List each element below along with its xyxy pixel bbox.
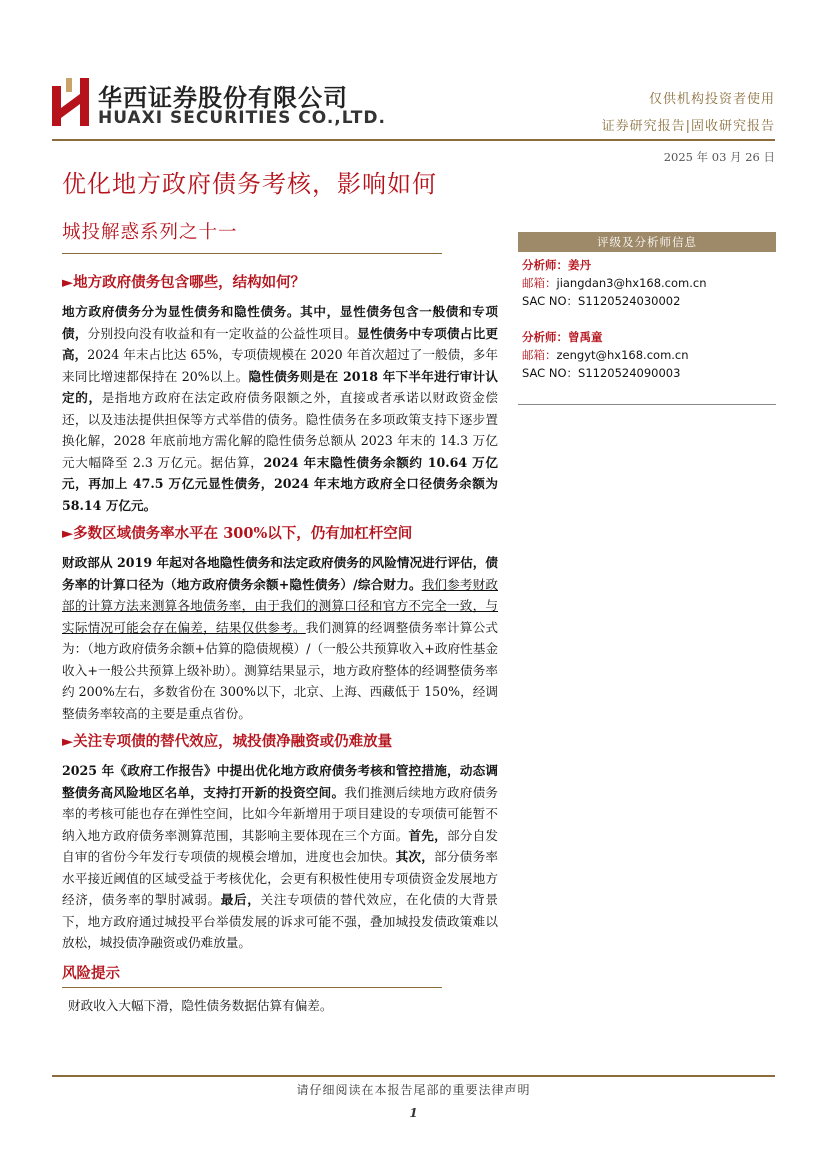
section-heading: ►多数区域债务率水平在 300%以下，仍有加杠杆空间 [62, 525, 413, 542]
section-paragraph [62, 301, 498, 516]
section [62, 732, 498, 954]
text-run: 显性债务中专项债占比更高， [62, 325, 499, 362]
section-heading: ►关注专项债的替代效应，城投债净融资或仍难放量 [62, 733, 393, 750]
page-number: 1 [409, 1106, 418, 1120]
company-name-cn: 华西证券股份有限公司 [98, 84, 348, 112]
text-run: 关注专项债的替代效应，在化债的大背景下，地方政府通过城投平台举债发展的诉求可能不强，叠加城投发债政策难以放松，城投债净融资或仍难放量。 [62, 892, 499, 950]
text-run: 2024 年末占比达 65%，专项债规模在 2020 年首次超过了一般债，多年来同比增速都保持在 20%以上。 [62, 347, 498, 384]
company-name-en: HUAXI SECURITIES CO.,LTD. [98, 108, 386, 128]
section-paragraph [62, 552, 498, 724]
text-run: 分别投向没有收益和有一定收益的公益性项目。 [87, 325, 358, 341]
report-date: 2025 年 03 月 26 日 [663, 150, 775, 164]
main-content [62, 273, 498, 1016]
text-run-underlined: 我们参考财政部的计算方法来测算各地债务率，由于我们的测算口径和官方不完全一致，与实际情况可能会存在偏差，结果仅供参考。 [62, 576, 499, 635]
header-divider [52, 139, 775, 141]
section-heading: ►地方政府债务包含哪些，结构如何？ [62, 274, 306, 291]
sidebar-divider [518, 404, 776, 405]
text-run: 财政部从 2019 年起对各地隐性债务和法定政府债务的风险情况进行评估，债务率的计算口径为（地方政府债务余额+隐性债务）/综合财力。 [62, 555, 498, 592]
huaxi-logo-icon [52, 78, 92, 128]
text-run: 是指地方政府在法定政府债务限额之外，直接或者承诺以财政资金偿还，以及违法提供担保等方式举借的债务。隐性债务在多项政策支持下逐步置换化解，2028 年底前地方需化解的隐性债务总额从 2023 年末的 14.3 万亿元大幅降至 2.3 万亿元。据估算， [62, 390, 499, 470]
analyst-email[interactable]: zengyt@hx168.com.cn [556, 348, 689, 362]
text-run: 地方政府债务分为显性债务和隐性债务。其中，显性债务包含一般债和专项债， [62, 304, 498, 341]
analyst-sidebar [518, 232, 776, 405]
audience-tag: 仅供机构投资者使用 [648, 92, 775, 107]
analyst-name: 分析师：姜丹 [522, 258, 591, 272]
analyst-sac: SAC NO：S1120524090003 [522, 366, 681, 380]
analyst-card [518, 252, 776, 310]
analyst-email-line [522, 346, 772, 364]
text-run: 其次， [395, 849, 435, 864]
analyst-email[interactable]: jiangdan3@hx168.com.cn [556, 276, 707, 290]
risk-divider [62, 987, 442, 988]
text-run: 我们测算的经调整债务率计算公式为：（地方政府债务余额+估算的隐债规模）/（一般公共预算收入+政府性基金收入+一般公共预算上级补助）。测算结果显示，地方政府整体的经调整债务率约 200%左右，多数省份在 300%以下，北京、上海、西藏低于 150%，经调整债务率较高的主要是重点省份。 [62, 619, 499, 721]
section-paragraph [62, 760, 498, 954]
text-run: 隐性债务则是在 2018 年下半年进行审计认定的， [62, 368, 498, 405]
risk-heading: 风险提示 [62, 964, 120, 982]
report-subtitle: 城投解惑系列之十一 [62, 222, 238, 243]
text-run: 最后， [220, 892, 261, 907]
sidebar-heading: 评级及分析师信息 [518, 232, 776, 252]
analyst-sac: SAC NO：S1120524030002 [522, 294, 681, 308]
text-run: 部分自发自审的省份今年发行专项债的规模会增加，进度也会加快。 [62, 827, 499, 864]
section [62, 273, 498, 516]
text-run: 首先， [408, 827, 447, 843]
report-title: 优化地方政府债务考核，影响如何 [62, 170, 437, 198]
footer-divider [52, 1075, 775, 1077]
email-label: 邮箱： [522, 276, 557, 290]
subtitle-divider [62, 253, 442, 254]
analyst-name: 分析师：曾禹童 [522, 330, 603, 344]
footer-disclaimer: 请仔细阅读在本报告尾部的重要法律声明 [296, 1083, 531, 1097]
analyst-card [518, 324, 776, 382]
section [62, 524, 498, 724]
text-run: 2025 年《政府工作报告》中提出优化地方政府债务考核和管控措施，动态调整债务高风险地区名单，支持打开新的投资空间。 [62, 763, 498, 800]
report-type-tag: 证券研究报告|固收研究报告 [601, 119, 775, 134]
text-run: 2024 年末隐性债务余额约 10.64 万亿元，再加上 47.5 万亿元显性债务，2024 年末地方政府全口径债务余额为 58.14 万亿元。 [62, 454, 498, 513]
analyst-email-line [522, 274, 772, 292]
risk-text: 财政收入大幅下滑，隐性债务数据估算有偏差。 [68, 997, 333, 1013]
text-run: 我们推测后续地方政府债务率的考核可能也存在弹性空间，比如今年新增用于项目建设的专项债可能暂不纳入地方政府债务率测算范围，其影响主要体现在三个方面。 [62, 784, 499, 843]
email-label: 邮箱： [522, 348, 557, 362]
text-run: 部分债务率水平接近阈值的区域受益于考核优化，会更有积极性使用专项债资金发展地方经济，债务率的掣肘减弱。 [62, 849, 499, 907]
